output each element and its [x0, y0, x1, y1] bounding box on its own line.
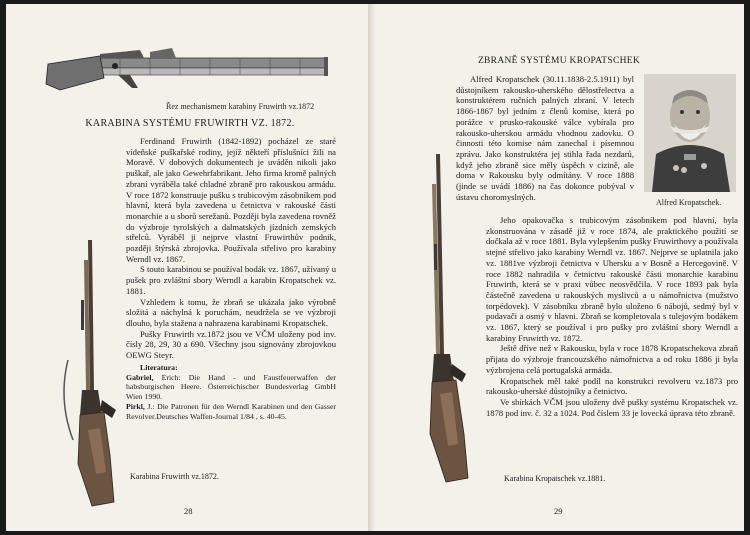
literature-entry: [126, 402, 336, 422]
paragraph: Kropatschek měl také podíl na konstrukci revolveru vz.1873 pro rakousko-uherské důstojníky a četnictvo.: [486, 375, 738, 397]
fruwirth-carbine-illustration: [48, 240, 128, 510]
literature-heading: Literatura:: [140, 362, 178, 372]
paragraph: S touto karabinou se používal bodák vz. 1867, užívaný u pušek pro zvláštní sbory Werndl a karabin Kropatschek vz. 1881.: [126, 264, 336, 296]
portrait-caption: Alfred Kropatschek.: [656, 198, 722, 207]
paragraph: Alfred Kropatschek (30.11.1838-2.5.1911) byl důstojníkem rakousko-uherského dělostřelectva a konstruktérem ručních palných zbraní. V letech 1866-1867 byl jedním z členů komise, která po porážce v prusko-rakouské válce vybírala pro rakousko-uherskou armádu vhodnou zadovku. O činnosti této komise nám zanechal i písemnou zprávu. Jako konstruktéra jej stihla řada nezdarů, když jeho zbraně sice měly úspěch v cizině, ale doma v Rakousku byly odmítány. V roce 1888 (jinde se uvádí 1886) na čas dokonce pobýval v ústavu choromyslných.: [456, 74, 634, 202]
literature-author: Gabriel,: [126, 372, 154, 382]
left-page-title: KARABINA SYSTÉMU FRUWIRTH VZ. 1872.: [85, 118, 295, 129]
paragraph: Ferdinand Fruwirth (1842-1892) pocházel ze staré vídeňské puškařské rodiny, jejíž někteří příslušníci žili na Moravě. V dobových dokumentech je uváděn nikoli jako puškař, ale jako Gewehrfabrikant. Jeho firma kromě palných zbraní vyráběla také chladné zbraně pro rakouskou armádu. V roce 1872 konstruuje pušku s trubicovým zásobníkem pod hlavní, která byla zavedena u četnictva v rakouské části monarchie a u sborů serežanů. Později byla zavedena rovněž do výzbroje tyrolských a dalmatských jízdních zemských střelců. Vyráběl ji nejprve vlastní Fruwirthův podnik, později štýrská zbrojovka. Používala střelivo pro karabiny Werndl vz. 1867.: [126, 136, 336, 264]
literature-text: Erich: Die Hand - und Faustfeuerwaffen der habsburgischen Heere. Österreichischer Bundesverlag GmbH Wien 1990.: [126, 372, 336, 402]
literature-author: Pirkl,: [126, 401, 145, 411]
right-page-body: [486, 215, 738, 418]
paragraph: Jeho opakovačka s trubicovým zásobníkem pod hlavní, byla zkonstruována v zásadě již v roce 1874, ale praktického použití se dočkala až v roce 1881. Byla vylepšením pušky Fruwirthovy a používala stejné střelivo jako karabiny Werndl vz. 1867. Nejprve se uplatnila jako vz. 1881ve výzbroji četnictva v Uhersku a v Bosně a Hercegovině. V roce 1882 nahradila v četnictvu rakouské části monarchie karabinu Fruwirth, která se v praxi vůbec neosvědčila. V roce 1893 pak byla částečně zavedena u rakouských myslivců a u námořnictva (mužstvo torpédovek). V zásobníku zbraně bylo uloženo 6 nábojů, sedmý byl v podavači a osmý v hlavni. Zbraň se kompletovala s tulejovým bodákem vz. 1867, který se používal i pro pušky pro zvláštní sbory Werndl a karabiny Fruwirth vz. 1872.: [486, 215, 738, 343]
kropatschek-portrait: [644, 74, 736, 192]
left-page-body: [126, 136, 336, 422]
page-number: 29: [554, 506, 563, 516]
literature-text: J.: Die Patronen für den Werndl Karabinen und den Gasser Revolver.Deutsches Waffen-Journal 1/84 , s. 40-45.: [126, 401, 336, 421]
mechanism-figure-caption: Řez mechanismem karabiny Fruwirth vz.1872: [166, 102, 315, 111]
left-page: [6, 4, 375, 531]
paragraph: Ve sbírkách VČM jsou uloženy dvě pušky systému Kropatschek vz. 1878 pod inv. č. 32 a 1024. Pod číslem 33 je lovecká úprava této zbraně.: [486, 396, 738, 418]
paragraph: Ještě dříve než v Rakousku, byla v roce 1878 Kropatschekova zbraň přijata do výzbroje francouzského námořnictva a od roku 1886 ji byla výzbrojena celá portugalská armáda.: [486, 343, 738, 375]
paragraph: Vzhledem k tomu, že zbraň se ukázala jako výrobně složitá a náchylná k poruchám, neudržela se ve výzbroji dlouho, byla stažena a nahrazena karabinami Kropatschek.: [126, 296, 336, 328]
kropatschek-carbine-illustration: [416, 154, 488, 484]
paragraph: Pušky Fruwirth vz.1872 jsou ve VČM uloženy pod inv. čísly 28, 29, 30 a 690. Všechny jsou signovány zbrojovkou OEWG Steyr.: [126, 328, 336, 361]
literature-section: [126, 363, 336, 422]
mechanism-cutaway-illustration: [40, 44, 328, 96]
fruwirth-figure-caption: Karabina Fruwirth vz.1872.: [130, 472, 219, 481]
right-page-title: ZBRANĚ SYSTÉMU KROPATSCHEK: [477, 56, 641, 66]
page-number: 28: [184, 506, 193, 516]
literature-entry: [126, 373, 336, 402]
kropatschek-figure-caption: Karabina Kropatschek vz.1881.: [504, 474, 606, 483]
right-page: [376, 4, 744, 531]
